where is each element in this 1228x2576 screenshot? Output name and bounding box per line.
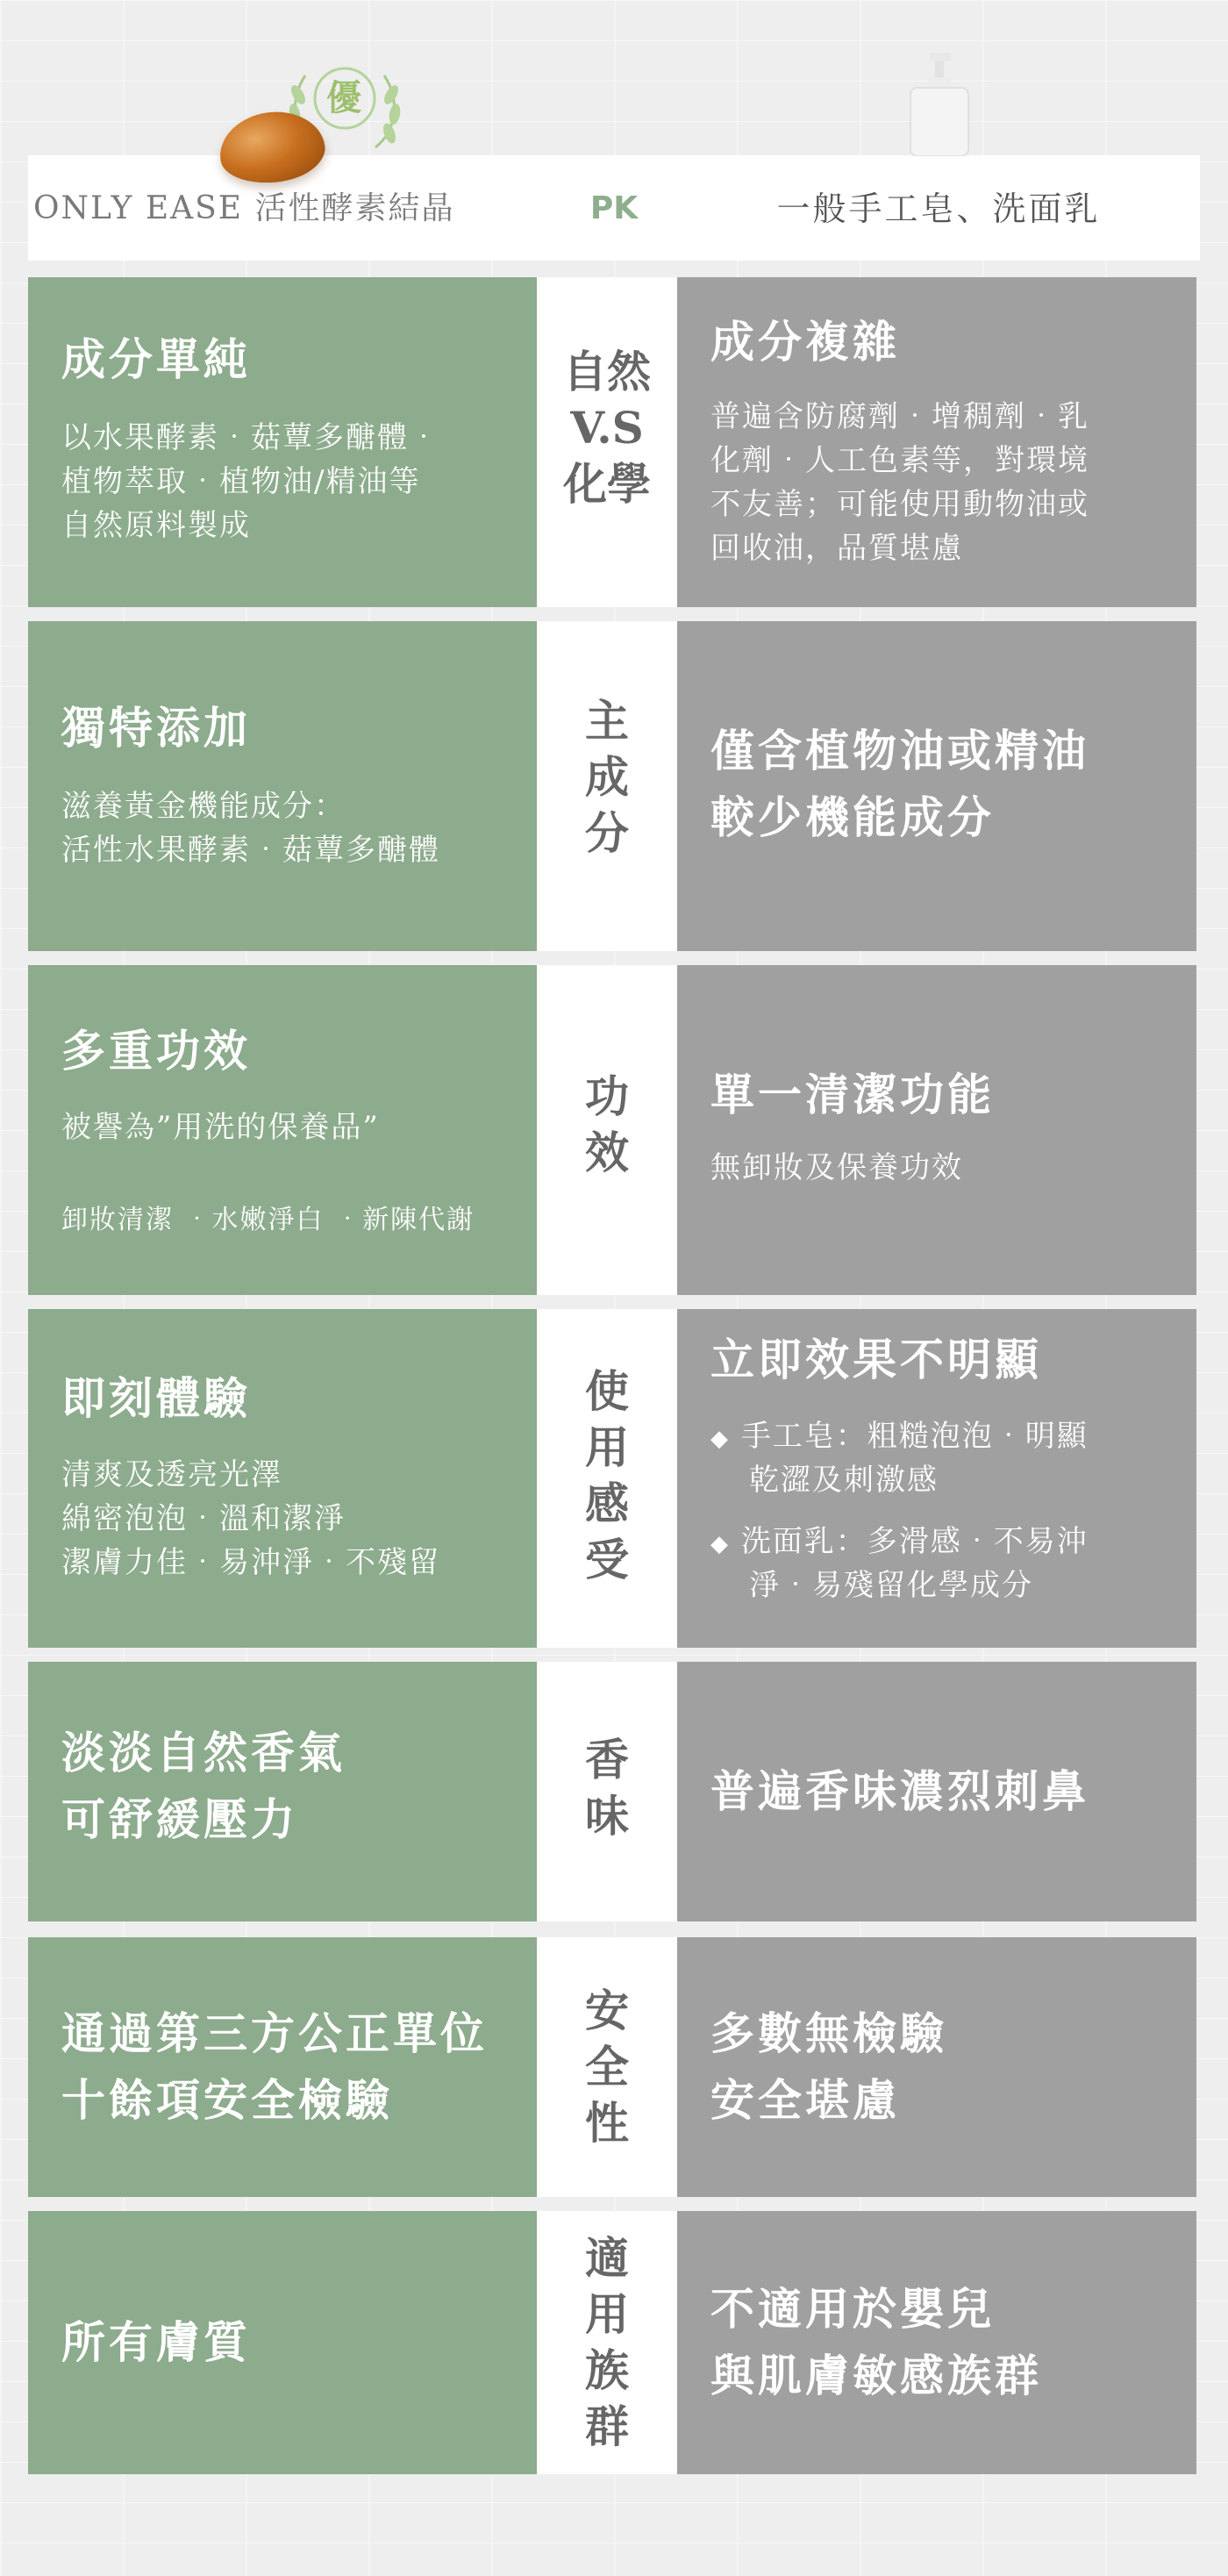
left-desc-line: 滋養黃金機能成分：	[61, 789, 346, 824]
pk-label: PK	[589, 190, 639, 226]
row-category: 使 用 感 受	[585, 1365, 629, 1585]
row-left-cell	[28, 621, 537, 951]
row-category: 安 全 性	[585, 1985, 629, 2149]
row-right-cell	[677, 621, 1196, 951]
left-title-line: 淡淡自然香氣	[61, 1727, 346, 1778]
bullet-item	[710, 1414, 1089, 1461]
left-desc-line: 清爽及透亮光澤	[61, 1457, 282, 1492]
row-category: 功 效	[585, 1070, 629, 1178]
bullet-text: 洗面乳：多滑感‧不易沖	[740, 1524, 1089, 1559]
left-title: 成分單純	[61, 333, 251, 385]
row-left-cell	[28, 1662, 537, 1921]
right-desc-line: 回收油，品質堪慮	[710, 531, 963, 566]
left-title-line: 通過第三方公正單位	[61, 2007, 488, 2059]
left-desc-line: 以水果酵素‧菇蕈多醣體‧	[61, 420, 440, 455]
row-left-cell	[28, 965, 537, 1295]
row-category: 主 成 分	[585, 695, 629, 859]
row-category: 適 用 族 群	[585, 2232, 629, 2452]
bullet-item	[710, 1520, 1089, 1566]
row-left-cell	[28, 1937, 537, 2197]
row-mid-cell	[537, 965, 677, 1295]
right-title-line: 較少機能成分	[710, 791, 995, 843]
right-title: 單一清潔功能	[710, 1069, 995, 1120]
left-title-line: 可舒緩壓力	[61, 1793, 298, 1845]
bullet-text: 手工皂：粗糙泡泡‧明顯	[740, 1419, 1089, 1454]
right-desc-line: 普遍含防腐劑‧增稠劑‧乳	[710, 399, 1089, 434]
left-desc-effects: 卸妝清潔 ‧水嫩淨白 ‧新陳代謝	[61, 1205, 475, 1235]
medal-text: 優	[326, 77, 361, 118]
left-desc-line: 潔膚力佳‧易沖淨‧不殘留	[61, 1545, 440, 1580]
left-desc-line: 被譽為”用洗的保養品”	[61, 1110, 380, 1145]
row-category: 自然 V.S 化學	[563, 346, 651, 510]
right-desc-line: 不友善；可能使用動物油或	[710, 487, 1089, 522]
row-left-cell	[28, 2211, 537, 2474]
row-mid-cell	[537, 1662, 677, 1921]
right-title: 立即效果不明顯	[710, 1334, 1042, 1385]
left-desc-line: 植物萃取‧植物油/精油等	[61, 464, 421, 499]
right-title-line: 不適用於嬰兒	[710, 2283, 995, 2335]
row-right-cell	[677, 1662, 1196, 1921]
row-mid-cell	[537, 277, 677, 607]
row-mid-cell	[537, 2211, 677, 2474]
row-right-cell	[677, 2211, 1196, 2474]
right-desc-line: 化劑‧人工色素等，對環境	[710, 443, 1089, 478]
competitor-title: 一般手工皂、洗面乳	[776, 190, 1101, 228]
right-title-line: 普遍香味濃烈刺鼻	[710, 1765, 1089, 1817]
row-left-cell	[28, 277, 537, 607]
right-title: 成分複雜	[710, 316, 900, 368]
right-desc-line: 無卸妝及保養功效	[710, 1150, 963, 1185]
left-desc-line: 綿密泡泡‧溫和潔淨	[61, 1501, 346, 1536]
row-right-cell	[677, 965, 1196, 1295]
left-title: 多重功效	[61, 1025, 251, 1077]
row-right-cell	[677, 1937, 1196, 2197]
diamond-bullet-icon: ◆	[710, 1426, 730, 1452]
bullet-text: 乾澀及刺激感	[749, 1463, 939, 1498]
row-mid-cell	[537, 621, 677, 951]
brand-title: ONLY EASE 活性酵素結晶	[33, 190, 455, 226]
pump-bottle-icon	[903, 53, 974, 156]
right-title-line: 與肌膚敏感族群	[710, 2350, 1042, 2401]
bullet-text: 淨‧易殘留化學成分	[749, 1568, 1033, 1603]
left-desc-line: 自然原料製成	[61, 508, 251, 543]
row-category: 香 味	[585, 1734, 629, 1842]
row-left-cell	[28, 1309, 537, 1648]
row-right-cell	[677, 1309, 1196, 1648]
left-title-line: 所有膚質	[61, 2316, 251, 2368]
left-desc-line: 活性水果酵素‧菇蕈多醣體	[61, 833, 440, 868]
row-mid-cell	[537, 1937, 677, 2197]
left-title: 即刻體驗	[61, 1372, 251, 1424]
left-title: 獨特添加	[61, 702, 251, 754]
right-title-line: 多數無檢驗	[710, 2007, 947, 2059]
row-mid-cell	[537, 1309, 677, 1648]
right-title-line: 僅含植物油或精油	[710, 725, 1089, 776]
left-title-line: 十餘項安全檢驗	[61, 2074, 393, 2126]
diamond-bullet-icon: ◆	[710, 1531, 730, 1557]
right-title-line: 安全堪慮	[710, 2074, 900, 2126]
row-right-cell	[677, 277, 1196, 607]
